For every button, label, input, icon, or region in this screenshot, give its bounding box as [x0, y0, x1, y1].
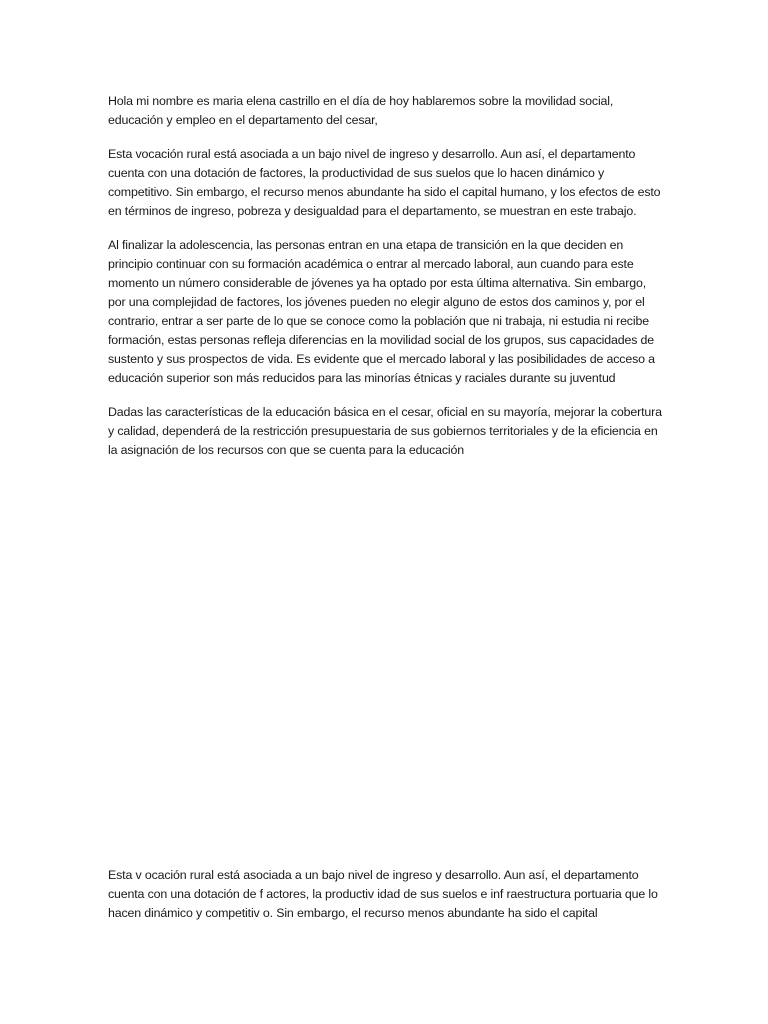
- paragraph-rural-vocation: Esta vocación rural está asociada a un bajo nivel de ingreso y desarrollo. Aun así, el departamento cuenta con una dotación de factores, la productividad de sus suelos que lo hacen dinámico y competitivo. Sin embargo, el recurso menos abundante ha sido el capital humano, y los efectos de esto en términos de ingreso, pobreza y desigualdad para el departamento, se muestran en este trabajo.: [108, 147, 661, 218]
- paragraph-basic-education: Dadas las características de la educación básica en el cesar, oficial en su mayoría, mejorar la cobertura y calidad, dependerá de la restricción presupuestaria de sus gobiernos territoriales y de la eficiencia en la asignación de los recursos con que se cuenta para la educación: [108, 405, 662, 457]
- paragraph-rural-vocation-repeat: Esta v ocación rural está asociada a un bajo nivel de ingreso y desarrollo. Aun así, el departamento cuenta con una dotación de f actores, la productiv idad de sus suelos e inf raestructura portuaria que lo hacen dinámico y competitiv o. Sin embargo, el recurso menos abundante ha sido el capital: [108, 868, 658, 920]
- paragraph-adolescence: Al finalizar la adolescencia, las personas entran en una etapa de transición en la que deciden en principio continuar con su formación académica o entrar al mercado laboral, aun cuando para este momento un número considerable de jóvenes ya ha optado por esta última alternativa. Sin embargo, por una complejidad de factores, los jóvenes pueden no elegir alguno de estos dos caminos y, por el contrario, entrar a ser parte de lo que se conoce como la población que ni trabaja, ni estudia ni recibe formación, estas personas refleja diferencias en la movilidad social de los grupos, sus capacidades de sustento y sus prospectos de vida. Es evidente que el mercado laboral y las posibilidades de acceso a educación superior son más reducidos para las minorías étnicas y raciales durante su juventud: [108, 238, 655, 385]
- paragraph-intro: Hola mi nombre es maria elena castrillo en el día de hoy hablaremos sobre la movilidad social, educación y empleo en el departamento del cesar,: [108, 94, 614, 127]
- document-body-continued: [108, 866, 664, 938]
- document-body: [108, 92, 664, 475]
